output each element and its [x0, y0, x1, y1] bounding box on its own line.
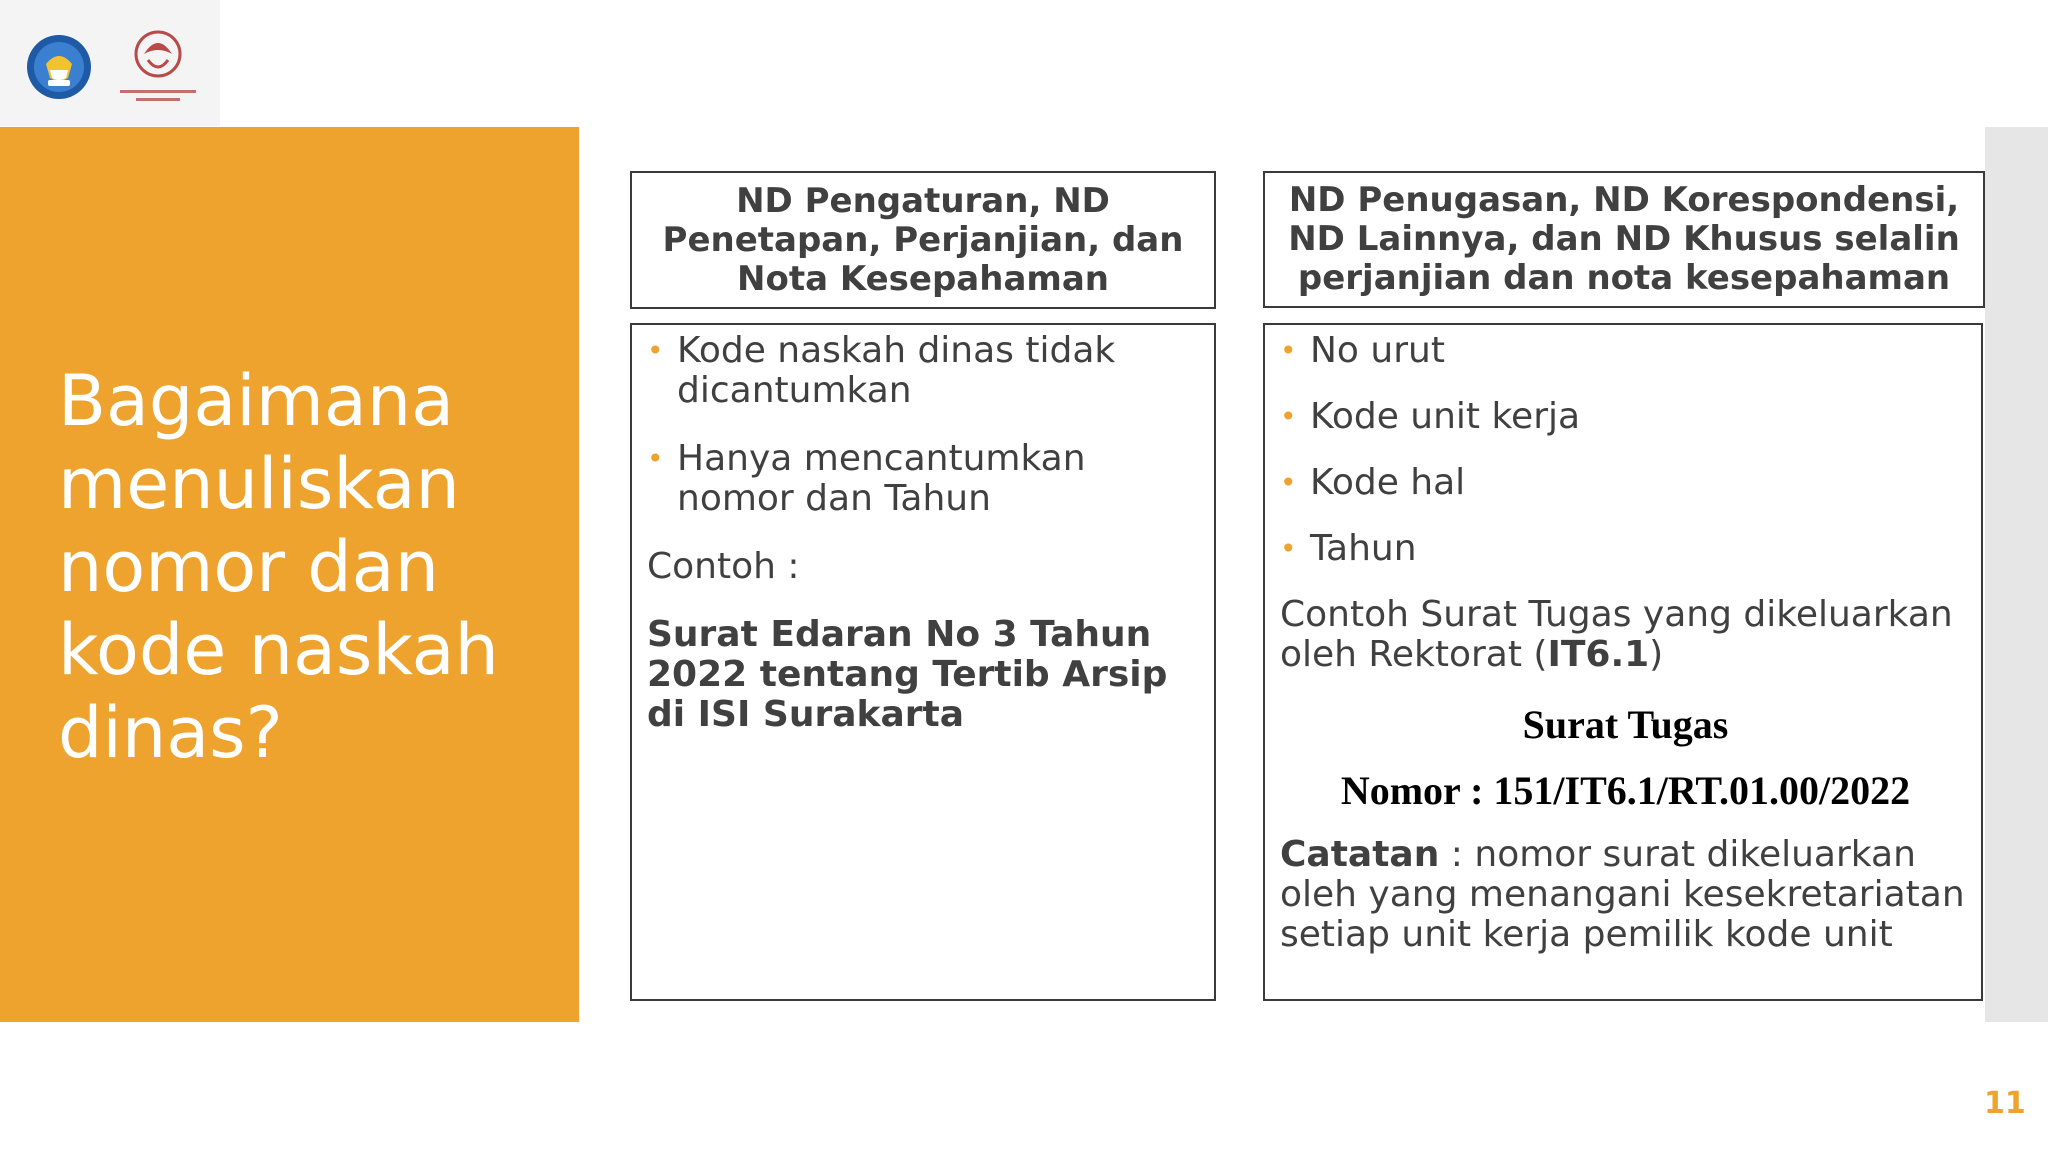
- example-text: Surat Edaran No 3 Tahun 2022 tentang Tertib Arsip di ISI Surakarta: [647, 614, 1168, 735]
- right-column-header: ND Penugasan, ND Korespondensi, ND Lainnya, dan ND Khusus selalin perjanjian dan nota kesepahaman: [1263, 171, 1985, 308]
- bullet-item: [1280, 331, 1971, 371]
- note: [1280, 835, 1971, 955]
- unit-code: IT6.1: [1547, 634, 1650, 675]
- example-suffix: ): [1649, 634, 1664, 675]
- bullet-text: Hanya mencantumkan nomor dan Tahun: [677, 438, 1086, 519]
- bullet-text: Kode unit kerja: [1310, 396, 1581, 437]
- logo-strip: [0, 0, 220, 126]
- bullet-item: [1280, 397, 1971, 437]
- bullet-dot-icon: •: [1280, 334, 1297, 367]
- letter-title: Surat Tugas: [1522, 702, 1729, 747]
- left-column-header: ND Pengaturan, ND Penetapan, Perjanjian, dan Nota Kesepahaman: [630, 171, 1216, 309]
- bullet-dot-icon: •: [647, 442, 664, 475]
- kemdikbud-logo: [26, 34, 92, 100]
- example-description: [1280, 595, 1971, 675]
- note-text: : nomor surat dikeluarkan oleh yang menangani kesekretariatan setiap unit kerja pemilik kode unit: [1280, 834, 1965, 955]
- right-decor-bar: [1985, 127, 2048, 1022]
- example-label: Contoh :: [647, 546, 800, 587]
- bullet-item: [647, 331, 1204, 411]
- bullet-dot-icon: •: [647, 334, 664, 367]
- bullet-item: [647, 439, 1204, 519]
- bullet-text: Tahun: [1310, 528, 1417, 569]
- isi-surakarta-logo: [112, 24, 204, 110]
- letter-number: Nomor : 151/IT6.1/RT.01.00/2022: [1340, 768, 1911, 813]
- note-label: Catatan: [1280, 834, 1440, 875]
- example-prefix: Contoh Surat Tugas yang dikeluarkan oleh Rektorat (: [1280, 594, 1953, 675]
- bullet-item: [1280, 463, 1971, 503]
- bullet-item: [1280, 529, 1971, 569]
- right-column-body: [1263, 323, 1983, 1001]
- bullet-dot-icon: •: [1280, 400, 1297, 433]
- bullet-text: No urut: [1310, 330, 1445, 371]
- bullet-dot-icon: •: [1280, 532, 1297, 565]
- bullet-text: Kode hal: [1310, 462, 1466, 503]
- left-column-body: [630, 323, 1216, 1001]
- slide-title: Bagaimana menuliskan nomor dan kode naskah dinas?: [58, 360, 499, 774]
- bullet-text: Kode naskah dinas tidak dicantumkan: [677, 330, 1116, 411]
- page-number: 11: [1984, 1086, 2026, 1121]
- bullet-dot-icon: •: [1280, 466, 1297, 499]
